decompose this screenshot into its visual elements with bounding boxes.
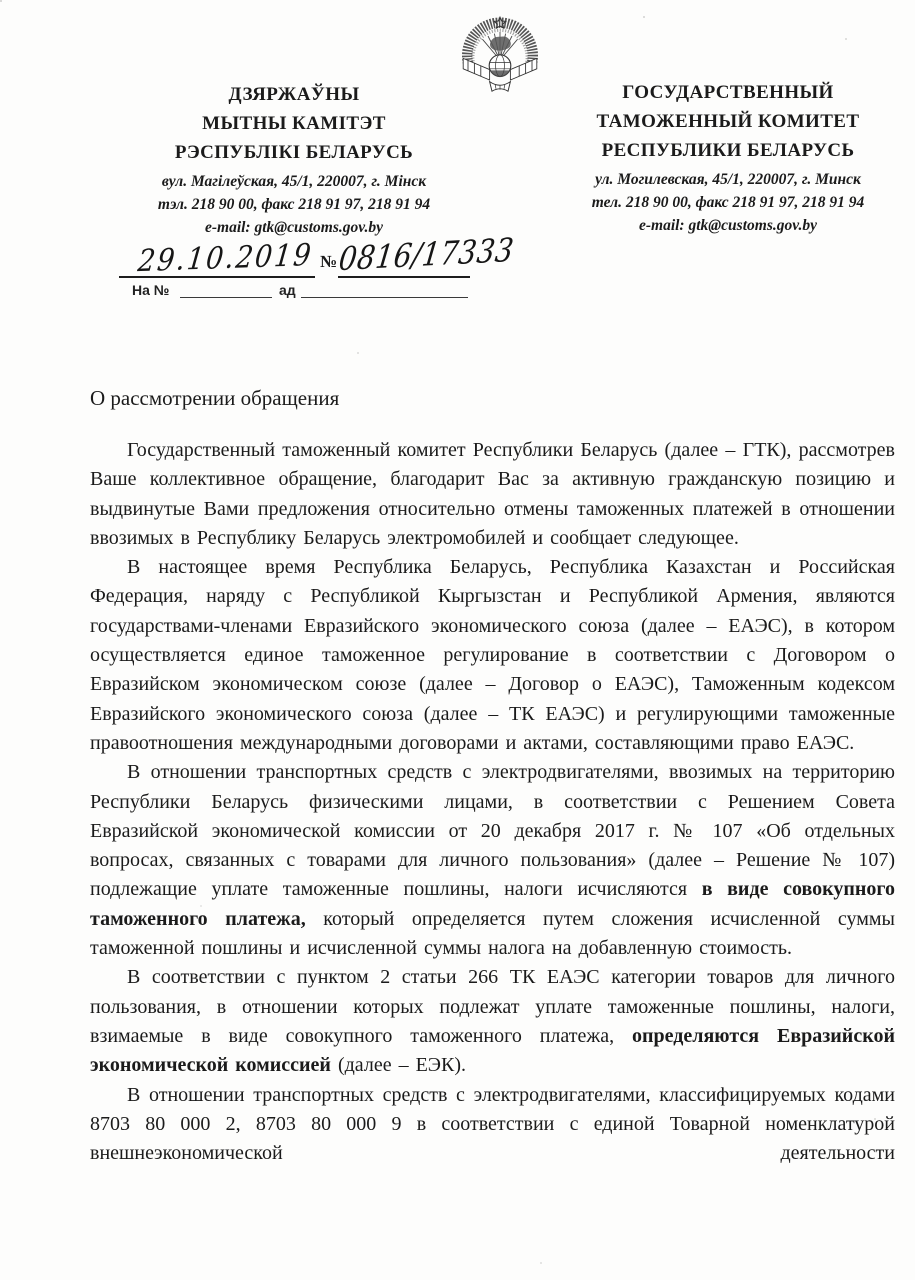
email-line: e-mail: gtk@customs.gov.by — [204, 219, 384, 236]
paragraph — [90, 758, 895, 963]
paragraph — [90, 553, 895, 758]
address-line: ул. Могилевская, 45/1, 220007, г. Минск — [595, 171, 861, 188]
paragraph — [90, 1081, 895, 1169]
paragraph-text: Государственный таможенный комитет Республики Беларусь (далее – ГТК), рассмотрев Ваше коллективное обращение, благодарит Вас за активную гражданскую позицию и выдвинутые Вами предложения относительно отмены таможенных платежей в отношении ввозимых в Республику Беларусь электромобилей и сообщает следующее. — [90, 439, 895, 549]
incoming-number-label: На № — [132, 282, 170, 298]
org-name-line: ГОСУДАРСТВЕННЫЙ — [622, 82, 834, 103]
incoming-date-blank — [301, 297, 468, 298]
paragraph-text: В отношении транспортных средств с электродвигателями, ввозимых на территорию Республики Беларусь физическими лицами, в соответствии с Решением Совета Евразийской экономической комиссии от 20 декабря 2017 г. № 107 «Об отдельных вопросах, связанных с товарами для личного пользования» (далее – Решение № 107) подлежащие уплате таможенные пошлины, налоги исчисляются — [90, 761, 895, 901]
org-name-line: РЭСПУБЛІКІ БЕЛАРУСЬ — [174, 142, 414, 163]
org-name-line: ДЗЯРЖАЎНЫ — [228, 84, 360, 105]
number-underline — [338, 276, 470, 278]
email-line: e-mail: gtk@customs.gov.by — [638, 217, 818, 234]
paragraph-text-bold: определяются Евразийской экономической комиссией — [90, 1024, 895, 1077]
scan-noise — [0, 0, 2, 2]
paragraph-text: В соответствии с пунктом 2 статьи 266 ТК ЕАЭС категории товаров для личного пользования, в отношении которых подлежат уплате таможенные пошлины, налоги, взимаемые в виде совокупного таможенного платежа, — [90, 966, 895, 1047]
paragraph-text: В настоящее время Республика Беларусь, Республика Казахстан и Российская Федерация, наряду с Республикой Кыргызстан и Республикой Армения, являются государствами-членами Евразийского экономического союза (далее – ЕАЭС), в котором осуществляется единое таможенное регулирование в соответствии с Договором о Евразийском экономическом союзе (далее – Договор о ЕАЭС), Таможенным кодексом Евразийского экономического союза (далее – ТК ЕАЭС) и регулирующими таможенные правоотношения международными договорами и актами, составляющими право ЕАЭС. — [90, 556, 895, 754]
org-name-line: МЫТНЫ КАМІТЭТ — [202, 113, 386, 134]
paragraph-text: (далее – ЕЭК). — [330, 1054, 467, 1077]
address-line: тел. 218 90 00, факс 218 91 97, 218 91 94 — [591, 194, 865, 211]
org-name-belarusian — [118, 80, 470, 167]
body-paragraphs — [90, 436, 895, 1168]
date-underline — [119, 276, 315, 278]
org-name-line: РЕСПУБЛИКИ БЕЛАРУСЬ — [601, 140, 855, 161]
incoming-number-blank — [180, 297, 272, 298]
paragraph-text: В отношении транспортных средств с электродвигателями, классифицируемых кодами 8703 80 000 2, 8703 80 000 9 в соответствии с единой Товарной номенклатурой внешнеэкономической деятельности — [90, 1083, 895, 1165]
paragraph — [90, 436, 895, 553]
paragraph — [90, 963, 895, 1080]
paragraph-text: который определяется путем сложения исчисленной суммы таможенной пошлины и исчисленной суммы налога на добавленную стоимость. — [90, 907, 895, 960]
paragraph-text-bold: в виде совокупного таможенного платежа, — [90, 878, 895, 930]
org-name-line: ТАМОЖЕННЫЙ КОМИТЕТ — [596, 111, 860, 132]
letter-subject: О рассмотрении обращения — [90, 386, 340, 410]
org-address-belarusian — [108, 170, 480, 239]
letter-date-handwritten: 29.10.2019 — [136, 238, 315, 279]
address-line: тэл. 218 90 00, факс 218 91 97, 218 91 94 — [157, 196, 431, 213]
letter-number-handwritten: 0816/17333 — [336, 230, 516, 279]
incoming-date-label: ад — [279, 282, 296, 298]
address-line: вул. Магілеўская, 45/1, 220007, г. Мінск — [161, 173, 427, 190]
org-address-russian — [542, 168, 914, 237]
number-sign: № — [320, 252, 338, 271]
org-name-russian — [552, 78, 904, 165]
